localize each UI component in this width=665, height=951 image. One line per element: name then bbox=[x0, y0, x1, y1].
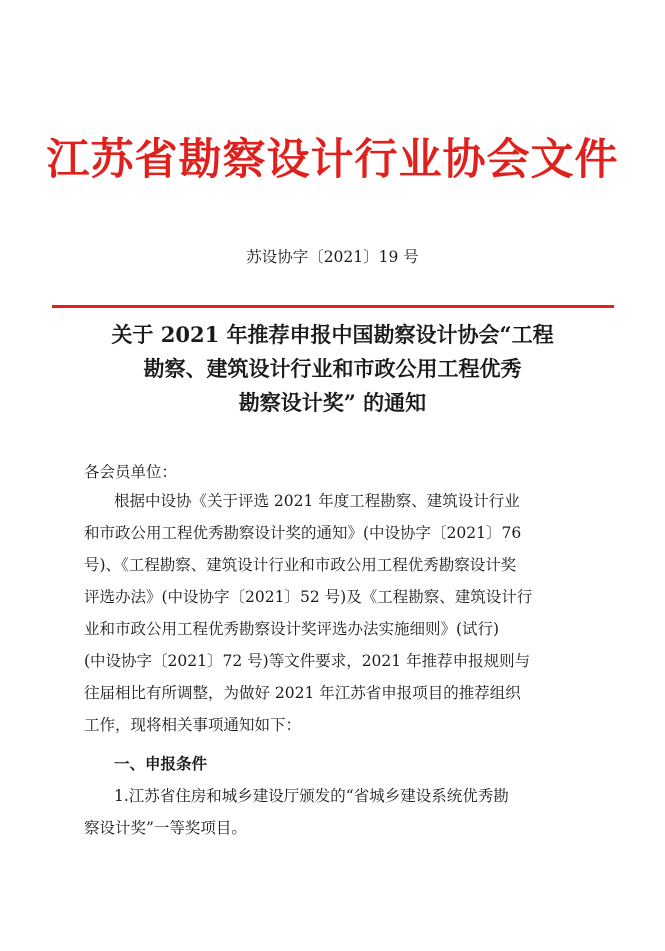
body-line: 根据中设协《关于评选 2021 年度工程勘察、建筑设计行业 bbox=[114, 492, 520, 510]
body-line: (中设协字〔2021〕72 号)等文件要求，2021 年推荐申报规则与 bbox=[84, 652, 531, 670]
body-line: 工作，现将相关事项通知如下： bbox=[84, 716, 302, 734]
notice-title bbox=[60, 318, 605, 420]
section-heading: 一、申报条件 bbox=[114, 754, 208, 773]
salutation: 各会员单位： bbox=[84, 463, 178, 481]
document-number: 苏设协字〔2021〕19 号 bbox=[246, 248, 419, 266]
title-line: 关于 2021 年推荐申报中国勘察设计协会“工程 bbox=[111, 322, 554, 347]
body-line: 往届相比有所调整，为做好 2021 年江苏省申报项目的推荐组织 bbox=[84, 684, 521, 702]
item-line: 1.江苏省住房和城乡建设厅颁发的“省城乡建设系统优秀勘 bbox=[114, 787, 509, 805]
red-divider-line bbox=[52, 305, 614, 308]
body-line: 评选办法》(中设协字〔2021〕52 号)及《工程勘察、建筑设计行 bbox=[84, 588, 533, 606]
list-item bbox=[84, 780, 604, 844]
body-paragraph bbox=[84, 485, 604, 741]
body-line: 业和市政公用工程优秀勘察设计奖评选办法实施细则》(试行) bbox=[84, 620, 500, 638]
body-line: 号)、《工程勘察、建筑设计行业和市政公用工程优秀勘察设计奖 bbox=[84, 556, 517, 574]
letterhead-title: 江苏省勘察设计行业协会文件 bbox=[46, 135, 619, 185]
body-line: 和市政公用工程优秀勘察设计奖的通知》(中设协字〔2021〕76 bbox=[84, 524, 522, 542]
item-line: 察设计奖”一等奖项目。 bbox=[84, 819, 247, 837]
title-line: 勘察、建筑设计行业和市政公用工程优秀 bbox=[143, 356, 522, 381]
title-line: 勘察设计奖” 的通知 bbox=[238, 390, 427, 415]
